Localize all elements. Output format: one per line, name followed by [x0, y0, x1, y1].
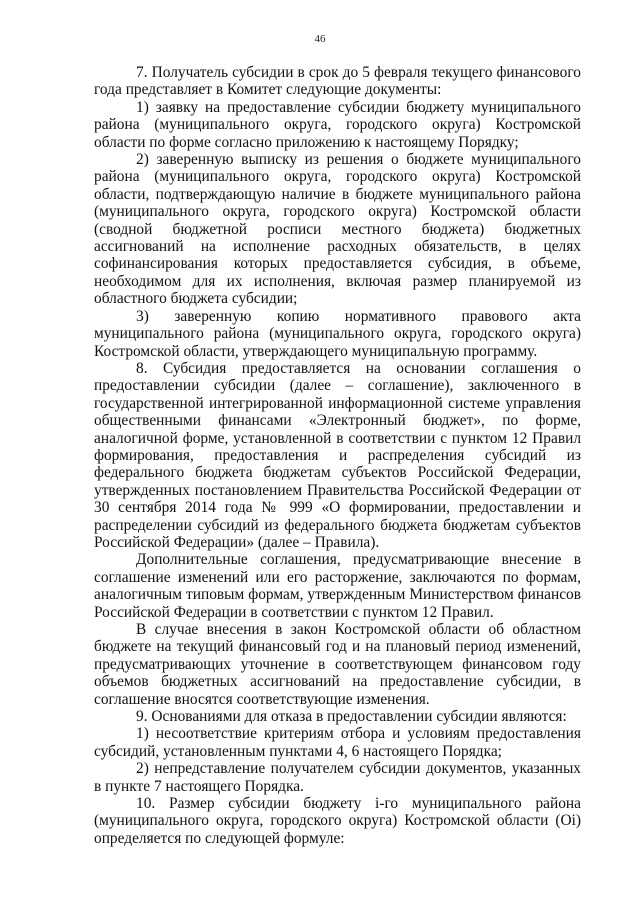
- paragraph-9-item-1: 1) несоответствие критериям отбора и условиям предоставления субсидий, установленным пунктами 4, 6 настоящего Порядка;: [94, 725, 581, 760]
- paragraph-8-additional-agreements: Дополнительные соглашения, предусматривающие внесение в соглашение изменений или его расторжение, заключаются по формам, аналогичным типовым формам, утвержденным Министерством финансов Российской Федерации в соответствии с пунктом 12 Правил.: [94, 551, 581, 621]
- paragraph-9-intro: 9. Основаниями для отказа в предоставлении субсидии являются:: [136, 708, 567, 726]
- page-number: 46: [314, 33, 326, 45]
- paragraph-7-item-3: 3) заверенную копию нормативного правового акта муниципального района (муниципального округа, городского округа) Костромской области, утверждающего муниципальную программу.: [94, 307, 581, 360]
- paragraph-10: 10. Размер субсидии бюджету i-го муниципального района (муниципального округа, городского округа) Костромской области (Оi) определяется по следующей формуле:: [94, 795, 581, 847]
- paragraph-8-amendments: В случае внесения в закон Костромской области об областном бюджете на текущий финансовый год и на плановый период изменений, предусматривающих уточнение в соответствующем финансовом году объемов бюджетных ассигнований на предоставление субсидии, в соглашение вносятся соответствующие изменения.: [94, 621, 581, 708]
- paragraph-7-item-1: 1) заявку на предоставление субсидии бюджету муниципального района (муниципального округа, городского округа) Костромской области по форме согласно приложению к настоящему Порядку;: [94, 98, 581, 151]
- paragraph-9-item-2: 2) непредставление получателем субсидии документов, указанных в пункте 7 настоящего Порядка.: [94, 760, 581, 795]
- paragraph-7-item-2: 2) заверенную выписку из решения о бюджете муниципального района (муниципального округа, городского округа) Костромской области, подтверждающую наличие в бюджете муниципального района (муниципального округа, городского округа) Костромской области (сводной бюджетной росписи местного бюджета) бюджетных ассигнований на исполнение расходных обязательств, в целях софинансирования которых предоставляется субсидия, в объеме, необходимом для их исполнения, включая размер планируемой из областного бюджета субсидии;: [94, 151, 581, 308]
- paragraph-7-intro: 7. Получатель субсидии в срок до 5 февраля текущего финансового года представляет в Комитет следующие документы:: [94, 64, 581, 99]
- paragraph-8: 8. Субсидия предоставляется на основании соглашения о предоставлении субсидии (далее – соглашение), заключенного в государственной интегрированной информационной системе управления общественными финансами «Электронный бюджет», по форме, аналогичной форме, установленной в соответствии с пунктом 12 Правил формирования, предоставления и распределения субсидий из федерального бюджета бюджетам субъектов Российской Федерации, утвержденных постановлением Правительства Российской Федерации от 30 сентября 2014 года № 999 «О формировании, предоставлении и распределении субсидий из федерального бюджета бюджетам субъектов Российской Федерации» (далее – Правила).: [94, 359, 581, 551]
- document-body: [94, 64, 581, 847]
